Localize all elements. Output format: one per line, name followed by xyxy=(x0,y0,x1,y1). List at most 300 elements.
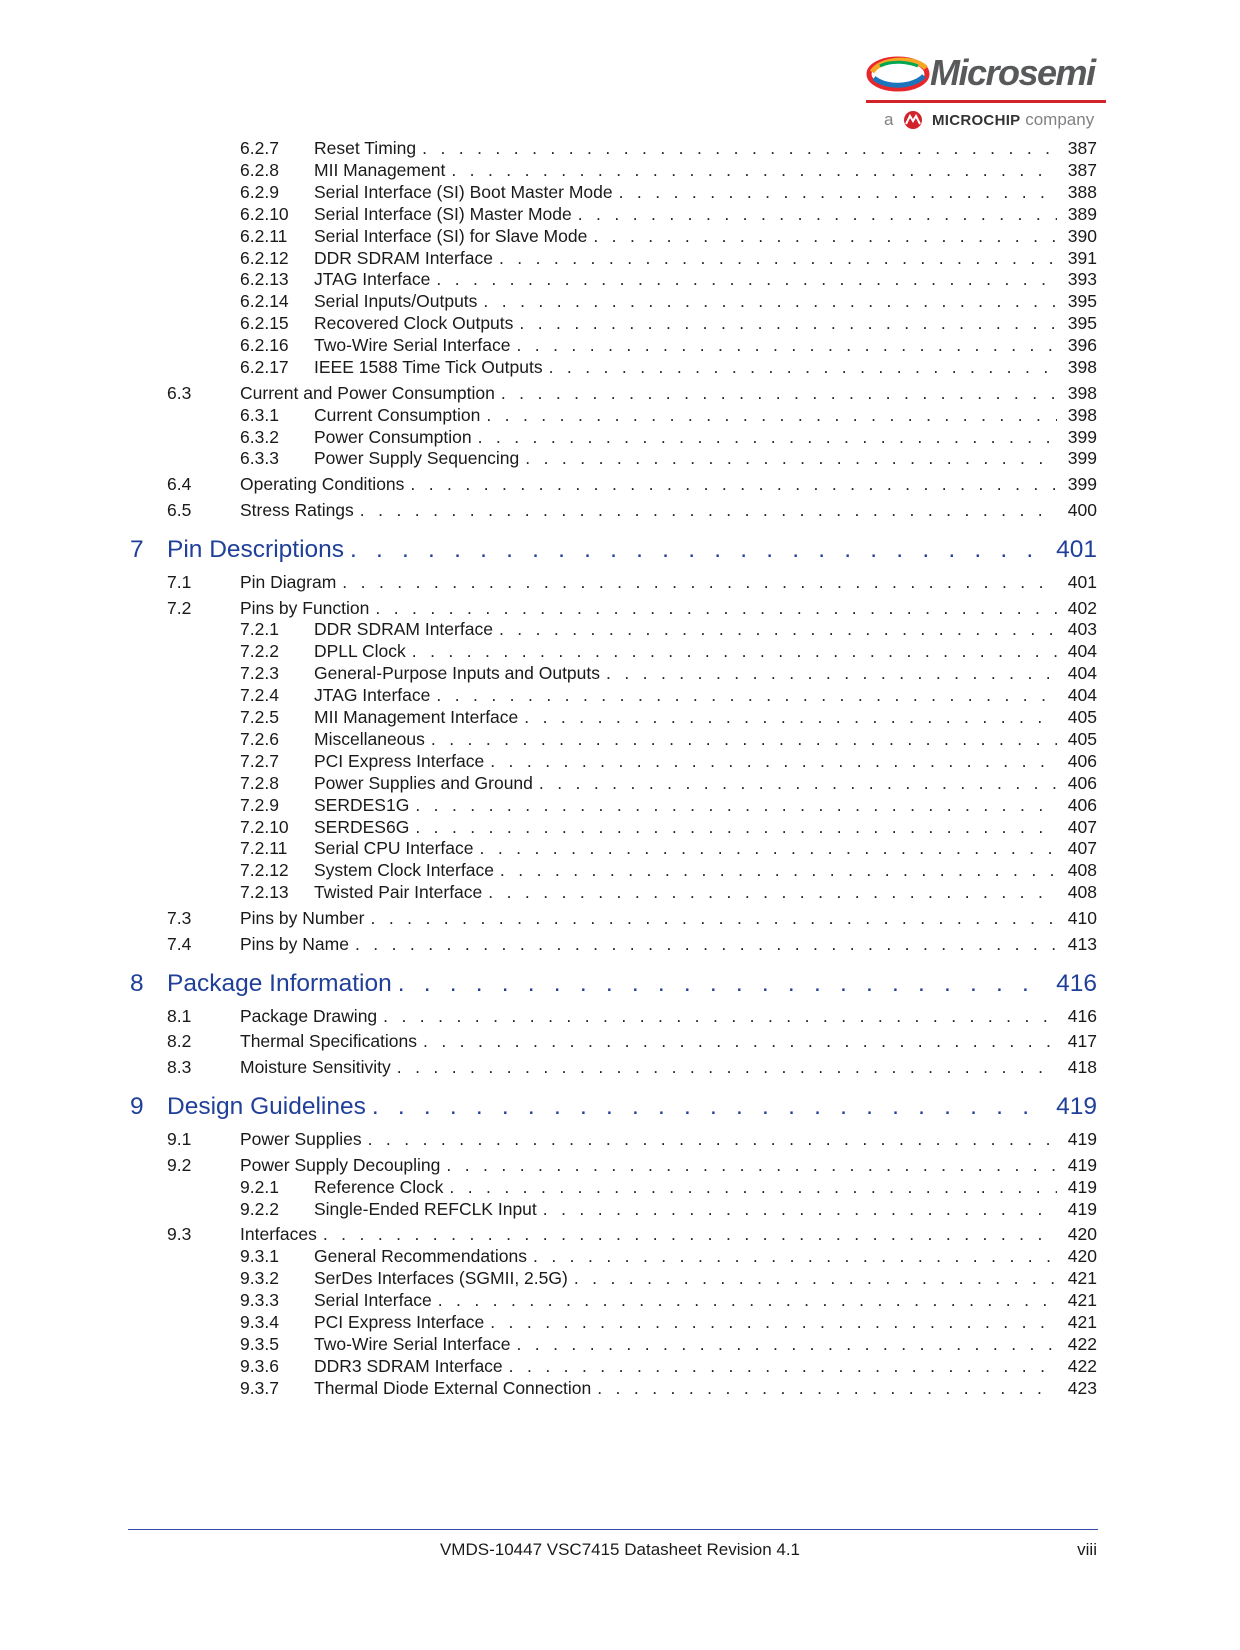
toc-entry[interactable] xyxy=(0,1290,1240,1312)
toc-entry-number: 9.2.1 xyxy=(240,1176,279,1197)
toc-dot-leader xyxy=(446,1155,1057,1176)
toc-dot-leader xyxy=(525,448,1057,469)
toc-dot-leader xyxy=(449,1177,1057,1198)
toc-dot-leader xyxy=(480,838,1057,859)
toc-entry-title-wrap xyxy=(314,1246,1057,1267)
toc-dot-leader xyxy=(488,882,1057,903)
toc-entry-page[interactable]: 396 xyxy=(1067,335,1097,356)
toc-entry[interactable] xyxy=(0,313,1240,335)
toc-dot-leader xyxy=(490,1312,1057,1333)
toc-entry-page[interactable]: 406 xyxy=(1067,750,1097,771)
toc-entry-page[interactable]: 421 xyxy=(1067,1289,1097,1310)
toc-entry-page[interactable]: 407 xyxy=(1067,838,1097,859)
toc-entry-number: 6.2.8 xyxy=(240,159,279,180)
toc-dot-leader xyxy=(436,269,1057,290)
toc-entry-number: 6.2.7 xyxy=(240,138,279,158)
toc-entry-title-wrap xyxy=(314,313,1057,334)
toc-entry-number: 6.5 xyxy=(167,499,192,520)
toc-dot-leader xyxy=(509,1356,1057,1377)
toc-entry-title-wrap xyxy=(314,427,1057,448)
toc-entry-title-wrap xyxy=(314,335,1057,356)
toc-dot-leader xyxy=(412,641,1057,662)
toc-entry[interactable] xyxy=(0,226,1240,248)
toc-dot-leader xyxy=(539,773,1057,794)
toc-entry-page[interactable]: 422 xyxy=(1067,1355,1097,1376)
toc-dot-leader xyxy=(490,751,1057,772)
toc-dot-leader xyxy=(500,860,1057,881)
toc-entry-title-wrap xyxy=(314,685,1057,706)
toc-entry-title-wrap xyxy=(314,1356,1057,1377)
toc-entry-title[interactable]: Power Supply Sequencing xyxy=(314,448,520,469)
toc-entry-title-wrap xyxy=(167,536,1047,564)
toc-entry-title[interactable]: General Recommendations xyxy=(314,1246,528,1267)
toc-entry[interactable] xyxy=(0,291,1240,313)
toc-entry[interactable] xyxy=(0,817,1240,839)
toc-entry-page[interactable]: 393 xyxy=(1067,269,1097,290)
toc-entry-number: 7.2.9 xyxy=(240,794,279,815)
toc-entry-page[interactable]: 418 xyxy=(1067,1057,1097,1077)
toc-entry-title[interactable]: SerDes Interfaces (SGMII, 2.5G) xyxy=(314,1268,568,1288)
toc-entry-title-wrap xyxy=(314,773,1057,794)
toc-entry-title[interactable]: Serial CPU Interface xyxy=(314,838,474,859)
toc-entry-page[interactable]: 391 xyxy=(1067,247,1097,268)
toc-entry-title[interactable]: Pins by Number xyxy=(240,907,365,928)
toc-entry[interactable] xyxy=(0,160,1240,182)
toc-entry-number: 9.1 xyxy=(167,1129,192,1149)
toc-entry-page[interactable]: 388 xyxy=(1067,181,1097,202)
toc-entry[interactable] xyxy=(0,500,1240,522)
toc-entry-title-wrap xyxy=(240,908,1057,929)
toc-entry[interactable] xyxy=(0,1224,1240,1246)
toc-entry-page[interactable]: 404 xyxy=(1067,641,1097,662)
toc-entry-page[interactable]: 399 xyxy=(1067,474,1097,495)
toc-entry-number: 9.3.5 xyxy=(240,1333,279,1354)
toc-entry[interactable] xyxy=(0,1334,1240,1356)
logo-divider xyxy=(866,100,1106,103)
toc-dot-leader xyxy=(499,619,1057,640)
toc-dot-leader xyxy=(431,729,1057,750)
toc-entry-page[interactable]: 421 xyxy=(1067,1311,1097,1332)
toc-dot-leader xyxy=(383,1006,1057,1027)
toc-dot-leader xyxy=(451,160,1057,181)
toc-dot-leader xyxy=(342,572,1057,593)
toc-entry-title[interactable]: Single-Ended REFCLK Input xyxy=(314,1198,537,1219)
toc-entry-number: 9.3.2 xyxy=(240,1268,279,1288)
toc-dot-leader xyxy=(423,1031,1057,1052)
toc-entry-page[interactable]: 395 xyxy=(1067,313,1097,334)
toc-entry[interactable] xyxy=(0,1155,1240,1177)
toc-entry-number: 7.3 xyxy=(167,907,192,928)
toc-entry[interactable] xyxy=(0,1246,1240,1268)
toc-dot-leader xyxy=(501,383,1057,404)
toc-entry-page[interactable]: 419 xyxy=(1067,1176,1097,1197)
toc-entry-title-wrap xyxy=(240,1155,1057,1176)
toc-entry-title-wrap xyxy=(314,817,1057,838)
toc-entry[interactable] xyxy=(0,1177,1240,1199)
footer-divider xyxy=(128,1529,1098,1530)
toc-entry-number: 9.2.2 xyxy=(240,1198,279,1219)
toc-entry-title-wrap xyxy=(314,838,1057,859)
toc-entry-title[interactable]: Pins by Function xyxy=(240,597,370,618)
toc-entry-title-wrap xyxy=(314,1290,1057,1311)
toc-dot-leader xyxy=(597,1378,1057,1399)
toc-entry-title-wrap xyxy=(314,269,1057,290)
toc-entry-page[interactable]: 398 xyxy=(1067,382,1097,403)
toc-entry[interactable] xyxy=(0,1356,1240,1378)
toc-entry-number: 9.3.3 xyxy=(240,1289,279,1310)
toc-dot-leader xyxy=(499,248,1057,269)
toc-entry-title[interactable]: Moisture Sensitivity xyxy=(240,1057,391,1077)
toc-entry-number: 7.2.12 xyxy=(240,860,289,881)
tagline-brand: MICROCHIP xyxy=(931,112,1021,129)
toc-entry-title[interactable]: Operating Conditions xyxy=(240,474,405,495)
toc-entry-title[interactable]: Reset Timing xyxy=(314,138,417,158)
toc-dot-leader xyxy=(486,405,1057,426)
toc-entry[interactable] xyxy=(0,729,1240,751)
footer-page-number: viii xyxy=(1077,1540,1097,1559)
toc-entry[interactable] xyxy=(0,685,1240,707)
toc-entry-page[interactable]: 423 xyxy=(1067,1377,1097,1398)
logo-tagline xyxy=(884,110,1094,130)
toc-entry-title[interactable]: Current and Power Consumption xyxy=(240,382,495,403)
toc-dot-leader xyxy=(478,427,1057,448)
toc-entry-page[interactable]: 408 xyxy=(1067,882,1097,903)
toc-entry[interactable] xyxy=(0,773,1240,795)
toc-entry-number: 7.2.7 xyxy=(240,750,279,771)
toc-entry-title[interactable]: Current Consumption xyxy=(314,404,481,425)
toc-entry[interactable] xyxy=(0,383,1240,405)
toc-entry-title[interactable]: Interfaces xyxy=(240,1224,317,1245)
toc-entry-number: 7.4 xyxy=(167,933,192,954)
toc-dot-leader xyxy=(483,291,1057,312)
toc-entry-page[interactable]: 419 xyxy=(1067,1198,1097,1219)
toc-entry-title[interactable]: Serial Interface (SI) Boot Master Mode xyxy=(314,181,613,202)
toc-dot-leader xyxy=(368,1129,1057,1150)
toc-entry-page[interactable]: 419 xyxy=(1056,1093,1097,1120)
toc-entry-number: 7.2.4 xyxy=(240,685,279,706)
toc-dot-leader xyxy=(519,313,1057,334)
toc-entry-title[interactable]: Power Supplies and Ground xyxy=(314,772,533,793)
toc-entry[interactable] xyxy=(0,1129,1240,1151)
toc-entry-title[interactable]: Power Supplies xyxy=(240,1129,362,1149)
toc-entry-page[interactable]: 387 xyxy=(1067,159,1097,180)
toc-entry-number: 6.2.17 xyxy=(240,357,289,377)
toc-entry-page[interactable]: 410 xyxy=(1067,907,1097,928)
toc-entry-number: 8 xyxy=(130,969,144,997)
toc-entry-page[interactable]: 419 xyxy=(1067,1154,1097,1175)
toc-entry-page[interactable]: 400 xyxy=(1067,499,1097,520)
toc-entry-page[interactable]: 402 xyxy=(1067,597,1097,618)
toc-entry-title[interactable]: SERDES6G xyxy=(314,816,410,837)
toc-entry-page[interactable]: 419 xyxy=(1067,1129,1097,1149)
toc-entry-title-wrap xyxy=(314,663,1057,684)
toc-entry-number: 6.2.13 xyxy=(240,269,289,290)
toc-entry-title-wrap xyxy=(314,795,1057,816)
toc-entry-page[interactable]: 417 xyxy=(1067,1031,1097,1052)
toc-entry-title[interactable]: Package Drawing xyxy=(240,1005,378,1026)
toc-dot-leader xyxy=(372,1093,1047,1121)
toc-entry-page[interactable]: 405 xyxy=(1067,707,1097,727)
toc-entry-title-wrap xyxy=(314,357,1057,378)
toc-entry-title[interactable]: Two-Wire Serial Interface xyxy=(314,335,511,356)
toc-entry-page[interactable]: 420 xyxy=(1067,1224,1097,1245)
toc-entry-page[interactable]: 422 xyxy=(1067,1333,1097,1354)
toc-entry[interactable] xyxy=(0,1031,1240,1053)
toc-entry-title[interactable]: Thermal Specifications xyxy=(240,1031,418,1052)
toc-entry-page[interactable]: 416 xyxy=(1067,1005,1097,1026)
toc-entry[interactable] xyxy=(0,908,1240,930)
toc-entry[interactable] xyxy=(0,641,1240,663)
toc-entry[interactable] xyxy=(0,1057,1240,1079)
toc-entry-number: 9.2 xyxy=(167,1154,192,1175)
toc-entry-number: 8.3 xyxy=(167,1057,192,1077)
toc-entry-page[interactable]: 413 xyxy=(1067,933,1097,954)
toc-entry-number: 6.4 xyxy=(167,474,192,495)
toc-entry-number: 7.2 xyxy=(167,597,192,618)
toc-entry-page[interactable]: 421 xyxy=(1067,1268,1097,1288)
toc-entry-title-wrap xyxy=(314,138,1057,159)
toc-entry[interactable] xyxy=(0,405,1240,427)
toc-entry-title[interactable]: Design Guidelines xyxy=(167,1093,366,1120)
toc-entry[interactable] xyxy=(0,598,1240,620)
toc-entry-page[interactable]: 416 xyxy=(1056,969,1097,997)
toc-entry[interactable] xyxy=(0,934,1240,956)
toc-entry-page[interactable]: 399 xyxy=(1067,426,1097,447)
toc-entry-title-wrap xyxy=(314,291,1057,312)
toc-entry-page[interactable]: 404 xyxy=(1067,685,1097,706)
toc-entry[interactable] xyxy=(0,795,1240,817)
toc-entry[interactable] xyxy=(0,1199,1240,1221)
toc-chapter-entry[interactable] xyxy=(0,536,1240,568)
toc-entry-title[interactable]: Package Information xyxy=(167,969,392,997)
toc-chapter-entry[interactable] xyxy=(0,1093,1240,1125)
toc-entry-title[interactable]: Reference Clock xyxy=(314,1176,444,1197)
toc-entry-page[interactable]: 401 xyxy=(1056,535,1097,563)
toc-entry-title[interactable]: Power Supply Decoupling xyxy=(240,1154,441,1175)
toc-entry-title-wrap xyxy=(314,860,1057,881)
toc-entry-title[interactable]: Serial Interface (SI) Master Mode xyxy=(314,203,572,224)
toc-chapter-entry[interactable] xyxy=(0,970,1240,1002)
toc-entry-title-wrap xyxy=(240,1224,1057,1245)
tagline-suffix: company xyxy=(1025,110,1095,129)
toc-entry-number: 9.3.6 xyxy=(240,1355,279,1376)
toc-dot-leader xyxy=(436,685,1057,706)
toc-entry-title-wrap xyxy=(240,934,1057,955)
toc-dot-leader xyxy=(415,795,1057,816)
toc-dot-leader xyxy=(422,138,1057,159)
toc-entry-title-wrap xyxy=(240,1057,1057,1078)
toc-dot-leader xyxy=(516,335,1057,356)
toc-entry-title[interactable]: Serial Interface (SI) for Slave Mode xyxy=(314,225,588,246)
toc-entry[interactable] xyxy=(0,838,1240,860)
toc-entry-title-wrap xyxy=(240,383,1057,404)
toc-entry-title[interactable]: PCI Express Interface xyxy=(314,750,485,771)
toc-dot-leader xyxy=(350,536,1047,564)
toc-entry-title[interactable]: Serial Interface xyxy=(314,1289,432,1310)
toc-dot-leader xyxy=(323,1224,1057,1245)
toc-entry-page[interactable]: 395 xyxy=(1067,291,1097,312)
toc-entry-page[interactable]: 398 xyxy=(1067,404,1097,425)
toc-dot-leader xyxy=(410,474,1057,495)
toc-entry-page[interactable]: 408 xyxy=(1067,860,1097,881)
toc-entry-title-wrap xyxy=(167,970,1047,998)
toc-entry-number: 6.2.9 xyxy=(240,181,279,202)
toc-entry-number: 9 xyxy=(130,1093,144,1120)
tagline-prefix: a xyxy=(884,110,894,129)
toc-entry-title-wrap xyxy=(314,1199,1057,1220)
toc-entry-title-wrap xyxy=(314,448,1057,469)
toc-entry[interactable] xyxy=(0,427,1240,449)
toc-entry-title[interactable]: Stress Ratings xyxy=(240,499,354,520)
toc-entry-number: 7.2.6 xyxy=(240,728,279,749)
toc-entry-title-wrap xyxy=(167,1093,1047,1121)
toc-entry-title[interactable]: Pins by Name xyxy=(240,933,349,954)
toc-entry-number: 7.2.13 xyxy=(240,882,289,903)
toc-entry[interactable] xyxy=(0,204,1240,226)
toc-entry-title-wrap xyxy=(314,1378,1057,1399)
toc-dot-leader xyxy=(516,1334,1057,1355)
toc-entry-number: 6.2.11 xyxy=(240,225,288,246)
toc-entry[interactable] xyxy=(0,751,1240,773)
toc-entry-title-wrap xyxy=(240,500,1057,521)
toc-entry-title[interactable]: MII Management xyxy=(314,159,446,180)
toc-dot-leader xyxy=(355,934,1057,955)
company-logo xyxy=(866,48,1106,138)
toc-entry-page[interactable]: 389 xyxy=(1067,203,1097,224)
toc-entry[interactable] xyxy=(0,448,1240,470)
toc-entry-title[interactable]: Recovered Clock Outputs xyxy=(314,313,514,334)
toc-entry-page[interactable]: 405 xyxy=(1067,728,1097,749)
toc-entry[interactable] xyxy=(0,1378,1240,1400)
toc-entry-title[interactable]: IEEE 1588 Time Tick Outputs xyxy=(314,357,543,377)
toc-dot-leader xyxy=(360,500,1057,521)
toc-entry-number: 7 xyxy=(130,535,144,563)
toc-entry[interactable] xyxy=(0,357,1240,379)
toc-entry-number: 6.2.12 xyxy=(240,247,289,268)
toc-entry[interactable] xyxy=(0,182,1240,204)
toc-entry-page[interactable]: 407 xyxy=(1067,816,1097,837)
microsemi-swirl-icon xyxy=(866,54,930,94)
toc-entry-title-wrap xyxy=(314,1334,1057,1355)
toc-entry-title-wrap xyxy=(314,707,1057,728)
toc-entry-title-wrap xyxy=(240,1031,1057,1052)
toc-dot-leader xyxy=(524,707,1057,728)
toc-entry-number: 6.3.3 xyxy=(240,448,279,469)
toc-entry-title-wrap xyxy=(314,751,1057,772)
toc-entry[interactable] xyxy=(0,619,1240,641)
toc-entry-title[interactable]: SERDES1G xyxy=(314,794,410,815)
toc-dot-leader xyxy=(375,598,1057,619)
toc-dot-leader xyxy=(619,182,1057,203)
toc-entry-title[interactable]: System Clock Interface xyxy=(314,860,494,881)
toc-entry-number: 8.1 xyxy=(167,1005,192,1026)
toc-entry-title-wrap xyxy=(314,619,1057,640)
toc-entry[interactable] xyxy=(0,248,1240,270)
toc-dot-leader xyxy=(549,357,1057,378)
toc-entry-title[interactable]: MII Management Interface xyxy=(314,707,519,727)
toc-entry-title[interactable]: JTAG Interface xyxy=(314,685,431,706)
toc-entry-title[interactable]: DPLL Clock xyxy=(314,641,406,662)
toc-entry[interactable] xyxy=(0,860,1240,882)
toc-entry-title[interactable]: Pin Descriptions xyxy=(167,535,345,563)
toc-entry-title[interactable]: Pin Diagram xyxy=(240,571,337,592)
toc-dot-leader xyxy=(533,1246,1057,1267)
toc-entry-title-wrap xyxy=(314,160,1057,181)
toc-entry-number: 7.2.5 xyxy=(240,707,279,727)
toc-entry-page[interactable]: 404 xyxy=(1067,663,1097,684)
toc-entry-title[interactable]: PCI Express Interface xyxy=(314,1311,485,1332)
toc-entry-title[interactable]: Miscellaneous xyxy=(314,728,425,749)
toc-entry-title[interactable]: DDR SDRAM Interface xyxy=(314,619,493,640)
toc-entry-page[interactable]: 401 xyxy=(1067,571,1097,592)
toc-entry-number: 6.3.1 xyxy=(240,404,279,425)
toc-entry-title[interactable]: General-Purpose Inputs and Outputs xyxy=(314,663,601,684)
toc-entry-page[interactable]: 387 xyxy=(1067,138,1097,158)
toc-entry-number: 6.2.16 xyxy=(240,335,289,356)
toc-entry-title[interactable]: JTAG Interface xyxy=(314,269,431,290)
toc-entry-page[interactable]: 403 xyxy=(1067,619,1097,640)
toc-entry-title[interactable]: Thermal Diode External Connection xyxy=(314,1377,592,1398)
toc-entry[interactable] xyxy=(0,138,1240,160)
toc-dot-leader xyxy=(371,908,1058,929)
toc-entry[interactable] xyxy=(0,1268,1240,1290)
toc-dot-leader xyxy=(415,817,1057,838)
toc-entry-title-wrap xyxy=(314,204,1057,225)
toc-entry-number: 6.2.15 xyxy=(240,313,289,334)
toc-entry-page[interactable]: 420 xyxy=(1067,1246,1097,1267)
toc-entry[interactable] xyxy=(0,269,1240,291)
toc-entry-title-wrap xyxy=(314,248,1057,269)
toc-entry-title-wrap xyxy=(314,1177,1057,1198)
toc-entry[interactable] xyxy=(0,707,1240,729)
toc-entry-number: 9.3.7 xyxy=(240,1377,279,1398)
toc-entry-title-wrap xyxy=(314,882,1057,903)
toc-entry-title-wrap xyxy=(314,1268,1057,1289)
toc-entry[interactable] xyxy=(0,882,1240,904)
toc-entry-page[interactable]: 398 xyxy=(1067,357,1097,377)
toc-entry-number: 8.2 xyxy=(167,1031,192,1052)
toc-entry[interactable] xyxy=(0,663,1240,685)
toc-entry[interactable] xyxy=(0,1312,1240,1334)
toc-entry-number: 7.1 xyxy=(167,571,192,592)
toc-entry-page[interactable]: 406 xyxy=(1067,794,1097,815)
toc-entry-number: 9.3.4 xyxy=(240,1311,279,1332)
toc-entry-title[interactable]: Power Consumption xyxy=(314,426,472,447)
toc-entry-number: 7.2.1 xyxy=(240,619,279,640)
logo-wordmark: Microsemi xyxy=(930,52,1095,93)
toc-entry-page[interactable]: 399 xyxy=(1067,448,1097,469)
toc-entry-title-wrap xyxy=(314,729,1057,750)
toc-dot-leader xyxy=(397,1057,1057,1078)
toc-dot-leader xyxy=(398,970,1047,998)
toc-entry[interactable] xyxy=(0,474,1240,496)
toc-entry-number: 9.3 xyxy=(167,1224,192,1245)
toc-entry-title-wrap xyxy=(314,405,1057,426)
toc-dot-leader xyxy=(438,1290,1057,1311)
toc-entry[interactable] xyxy=(0,335,1240,357)
toc-dot-leader xyxy=(606,663,1057,684)
toc-entry-page[interactable]: 406 xyxy=(1067,772,1097,793)
toc-entry-title[interactable]: DDR3 SDRAM Interface xyxy=(314,1355,503,1376)
toc-entry[interactable] xyxy=(0,1006,1240,1028)
toc-dot-leader xyxy=(578,204,1057,225)
toc-entry[interactable] xyxy=(0,572,1240,594)
toc-entry-page[interactable]: 390 xyxy=(1067,225,1097,246)
toc-entry-title[interactable]: Two-Wire Serial Interface xyxy=(314,1333,511,1354)
toc-entry-title[interactable]: Serial Inputs/Outputs xyxy=(314,291,478,312)
toc-entry-title[interactable]: DDR SDRAM Interface xyxy=(314,247,493,268)
toc-entry-title[interactable]: Twisted Pair Interface xyxy=(314,882,483,903)
